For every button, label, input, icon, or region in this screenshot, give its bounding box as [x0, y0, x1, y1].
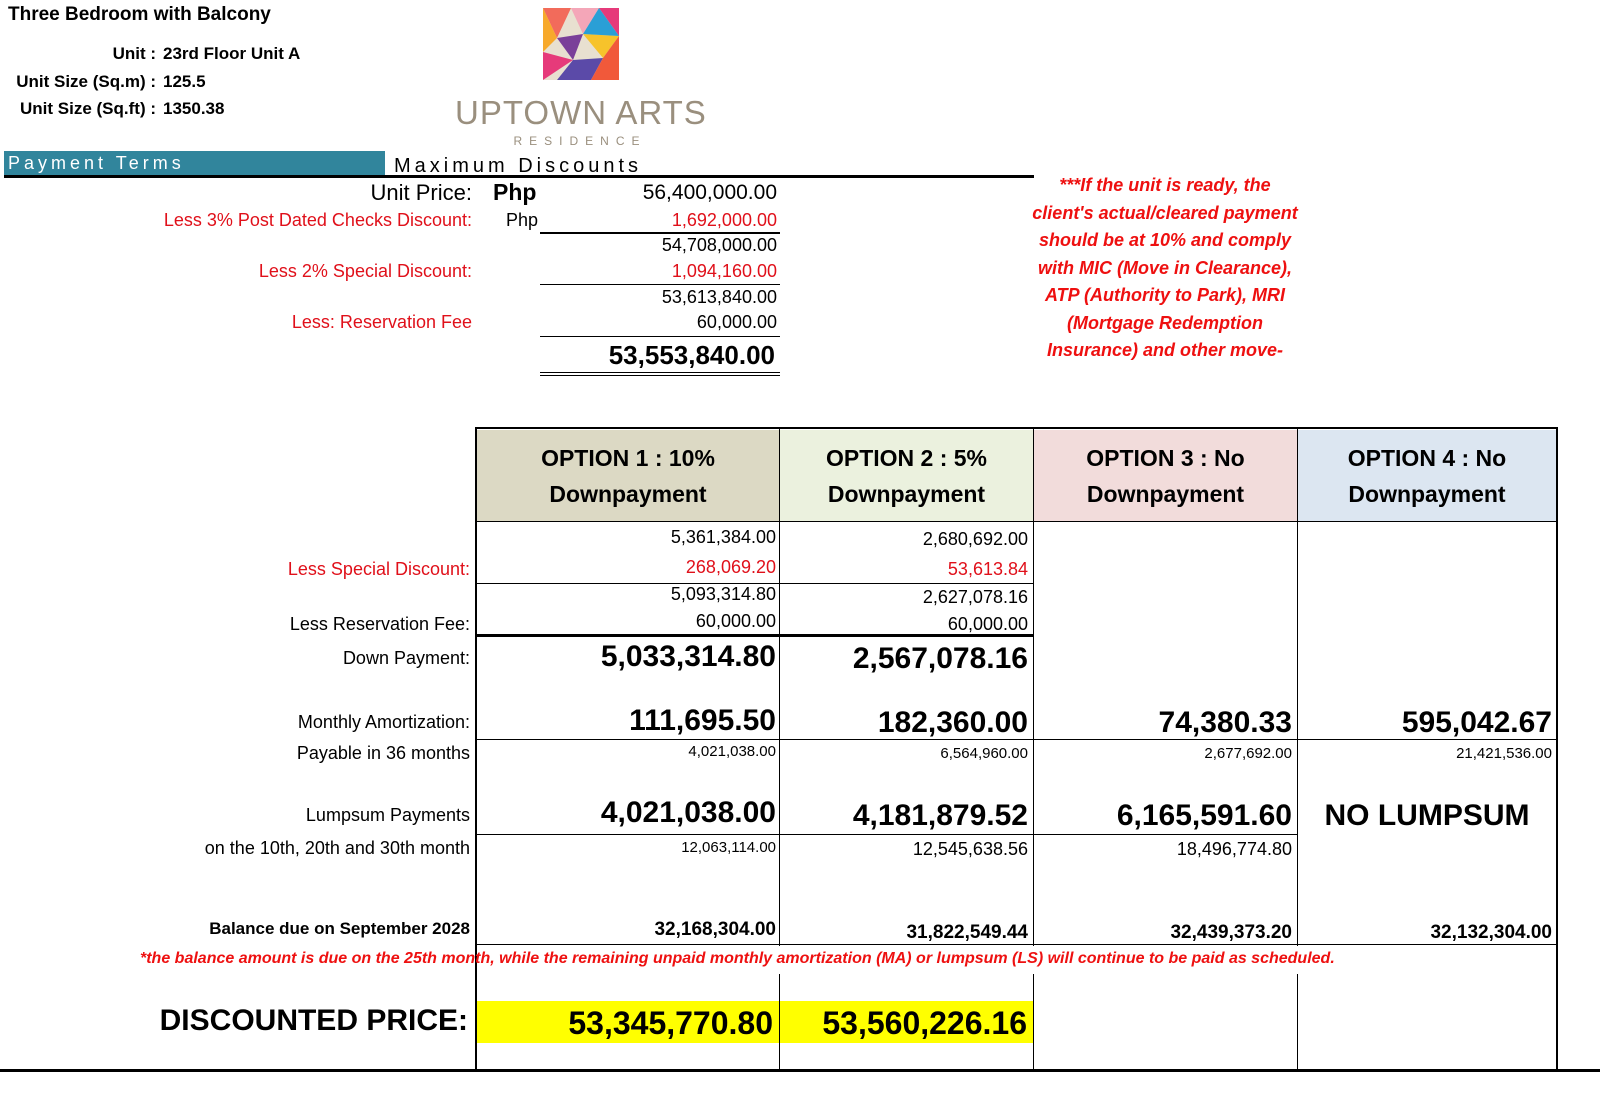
- row-label-less-reservation-fee: Less Reservation Fee:: [289, 614, 470, 634]
- option-1-monthly: 111,695.50: [629, 704, 776, 737]
- row-label-less-special-discount: Less Special Discount:: [287, 559, 470, 579]
- unit-size-sqft-label: Unit Size (Sq.ft) :: [20, 99, 156, 118]
- option-1-special-discount: 268,069.20: [685, 557, 776, 577]
- page-title: Three Bedroom with Balcony: [8, 4, 271, 25]
- special-discount-label: Less 2% Special Discount:: [258, 261, 472, 281]
- unit-size-sqft-value: 1350.38: [163, 99, 225, 118]
- unit-size-sqm-label: Unit Size (Sq.m) :: [16, 72, 156, 91]
- reservation-fee-value: 60,000.00: [696, 312, 777, 332]
- option-2-dp-gross: 2,680,692.00: [922, 529, 1028, 549]
- option-4-balance: 32,132,304.00: [1430, 922, 1552, 943]
- row-label-balance-due: Balance due on September 2028: [209, 919, 470, 938]
- option-3-balance: 32,439,373.20: [1170, 922, 1292, 943]
- brand-subtitle: RESIDENCE: [513, 134, 647, 148]
- row-label-down-payment: Down Payment:: [342, 648, 470, 668]
- brand-name: UPTOWN ARTS: [455, 94, 707, 131]
- option-2-monthly: 182,360.00: [877, 706, 1028, 739]
- unit-value: 23rd Floor Unit A: [163, 44, 301, 63]
- move-in-note: ***If the unit is ready, the client's actual/cleared payment should be at 10% and comply with MIC (Move in Clearance), ATP (Authority to Park), MRI (Mortgage Redemption Insurance) and other move-: [1032, 175, 1298, 360]
- option-1-lumpsum-total: 12,063,114.00: [681, 839, 776, 856]
- option-3-lumpsum: 6,165,591.60: [1116, 799, 1292, 832]
- option-2-discounted-price: 53,560,226.16: [780, 1001, 1033, 1043]
- tab-maximum-discounts[interactable]: Maximum Discounts: [394, 155, 643, 175]
- unit-label: Unit :: [112, 44, 156, 63]
- option-4-monthly: 595,042.67: [1401, 706, 1552, 739]
- option-3-monthly-total: 2,677,692.00: [1204, 745, 1292, 762]
- option-1-reservation-fee: 60,000.00: [695, 611, 776, 631]
- option-2-dp-net: 2,627,078.16: [922, 587, 1028, 607]
- option-2-lumpsum-total: 12,545,638.56: [912, 839, 1028, 859]
- option-1-dp-net: 5,093,314.80: [670, 584, 776, 604]
- reservation-fee-label: Less: Reservation Fee: [291, 312, 472, 332]
- option-1-balance: 32,168,304.00: [654, 919, 776, 940]
- unit-price-currency: Php: [493, 179, 537, 205]
- row-label-monthly-amortization: Monthly Amortization:: [297, 712, 470, 732]
- option-2-balance: 31,822,549.44: [906, 922, 1028, 943]
- pdc-discount-label: Less 3% Post Dated Checks Discount:: [163, 210, 472, 230]
- row-label-lumpsum-payments: Lumpsum Payments: [305, 805, 470, 825]
- row-label-lumpsum-schedule: on the 10th, 20th and 30th month: [204, 838, 470, 858]
- option-2-monthly-total: 6,564,960.00: [940, 745, 1028, 762]
- discounted-price-label: DISCOUNTED PRICE:: [159, 1004, 468, 1037]
- option-1-dp-gross: 5,361,384.00: [670, 527, 776, 547]
- option-3-monthly: 74,380.33: [1158, 706, 1292, 739]
- option-4-lumpsum: NO LUMPSUM: [1324, 799, 1530, 832]
- option-2-down-payment: 2,567,078.16: [852, 642, 1028, 675]
- unit-price-value: 56,400,000.00: [642, 181, 777, 204]
- option-1-down-payment: 5,033,314.80: [600, 640, 776, 673]
- special-discount-value: 1,094,160.00: [671, 261, 777, 281]
- option-1-lumpsum: 4,021,038.00: [600, 796, 776, 829]
- option-2-lumpsum: 4,181,879.52: [852, 799, 1028, 832]
- option-4-header: OPTION 4 : No Downpayment: [1298, 430, 1556, 522]
- brand-logo-icon: [543, 8, 619, 80]
- option-3-header: OPTION 3 : No Downpayment: [1034, 430, 1297, 522]
- tab-payment-terms[interactable]: Payment Terms: [4, 151, 385, 175]
- option-2-header: OPTION 2 : 5% Downpayment: [780, 430, 1033, 522]
- unit-price-label: Unit Price:: [370, 180, 472, 205]
- option-2-reservation-fee: 60,000.00: [947, 614, 1028, 634]
- pdc-discount-currency: Php: [506, 210, 539, 230]
- option-1-header: OPTION 1 : 10% Downpayment: [477, 430, 779, 522]
- unit-size-sqm-value: 125.5: [163, 72, 206, 91]
- net-total-price: 53,553,840.00: [608, 340, 775, 370]
- pdc-discount-value: 1,692,000.00: [671, 210, 777, 230]
- subtotal-after-pdc: 54,708,000.00: [661, 235, 777, 255]
- option-4-monthly-total: 21,421,536.00: [1456, 745, 1552, 762]
- option-3-lumpsum-total: 18,496,774.80: [1176, 839, 1292, 859]
- option-1-discounted-price: 53,345,770.80: [477, 1001, 779, 1043]
- balance-footnote: *the balance amount is due on the 25th month, while the remaining unpaid monthly amortization (MA) or lumpsum (LS) will continue to be paid as scheduled.: [140, 950, 1335, 967]
- subtotal-after-special: 53,613,840.00: [661, 287, 777, 307]
- row-label-payable-months: Payable in 36 months: [296, 743, 470, 763]
- option-1-monthly-total: 4,021,038.00: [688, 743, 776, 760]
- option-2-special-discount: 53,613.84: [947, 559, 1028, 579]
